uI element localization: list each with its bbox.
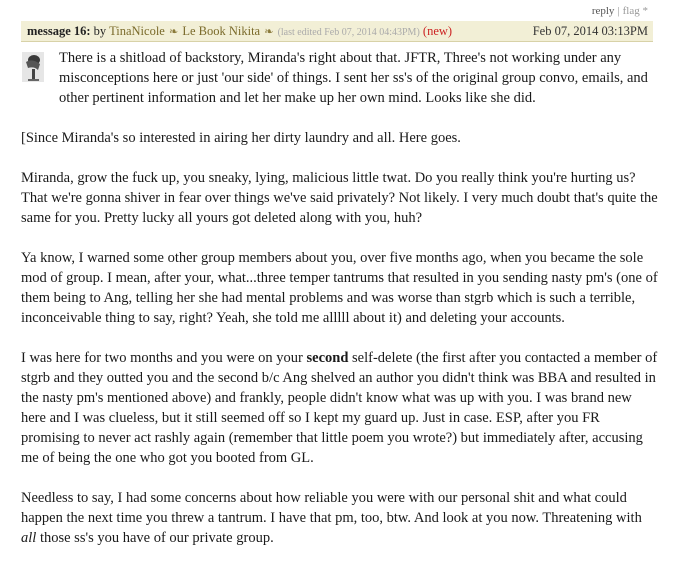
avatar-image — [22, 52, 44, 82]
flag-link[interactable]: flag * — [622, 5, 648, 17]
paragraph-5 — [21, 348, 659, 468]
paragraph-4: Ya know, I warned some other group members about you, over five months ago, when you became the sole mod of group. I mean, after your, what...three temper tantrums that resulted in you sending nasty pm's (one of them being to Ang, telling her she had mental problems and was worse than stgrb which is such a terrible, inconceivable thing to say, right? Yeah, she told me alllll about it) and deleting your accounts. — [21, 250, 658, 326]
message-header — [21, 21, 653, 42]
paragraph-3: Miranda, grow the fuck up, you sneaky, lying, malicious little twat. Do you really think you're hurting us? That we're gonna shiver in fear over things we've said privately? Not likely. I very much doubt that's quite the same for you. Pretty lucky all yours got deleted along with you, huh? — [21, 170, 658, 226]
message-number: message 16: — [27, 24, 91, 38]
paragraph-6-italic: all — [21, 530, 37, 546]
paragraph-6-text-c: those ss's you have of our private group. — [36, 530, 274, 546]
paragraph-6-text-a: Needless to say, I had some concerns about how reliable you were with our personal shit and what could happen the next time you threw a tantrum. I have that pm, too, btw. And look at you now. Threatening with — [21, 490, 642, 526]
edited-note: (last edited Feb 07, 2014 04:43PM) — [277, 27, 420, 38]
message-body — [21, 48, 659, 568]
paragraph-5-text-c: self-delete (the first after you contacted a member of stgrb and they outted you and the second b/c Ang shelved an author you didn't think was BBA and resulted in the nasty pm's mentioned above) and frankly, people didn't know what was up with you. I was brand new here and I was clueless, but it still seemed off so I kept my guard up. Just in case. ESP, after you FR promising to never act rashly again (remember that little poem you wrote?) but immediately after, accusing me of being the one who got you booted from GL. — [21, 350, 658, 466]
paragraph-1: There is a shitload of backstory, Miranda's right about that. JFTR, Three's not working under any misconceptions here or just 'our side' of things. I sent her ss's of the original group convo, emails, and other pertinent information and let her make up her own mind. Looks like she did. — [59, 50, 648, 106]
paragraph-5-bold: second — [306, 350, 349, 366]
avatar[interactable] — [22, 52, 44, 82]
paragraph-2: [Since Miranda's so interested in airing her dirty laundry and all. Here goes. — [21, 130, 461, 146]
reply-link[interactable]: reply — [591, 5, 615, 17]
paragraph-6 — [21, 488, 659, 548]
message-date[interactable]: Feb 07, 2014 03:13PM — [532, 24, 648, 38]
paragraph-5-text-a: I was here for two months and you were on your — [21, 350, 307, 366]
by-label: by — [93, 24, 107, 38]
new-badge: (new) — [422, 24, 453, 38]
book-icon: ❧ — [168, 26, 179, 38]
author-link[interactable]: TinaNicole — [109, 24, 165, 38]
action-separator: | — [617, 5, 620, 17]
book-link[interactable]: Le Book Nikita — [182, 24, 261, 38]
message-actions — [592, 5, 648, 17]
book-icon: ❧ — [264, 26, 274, 38]
